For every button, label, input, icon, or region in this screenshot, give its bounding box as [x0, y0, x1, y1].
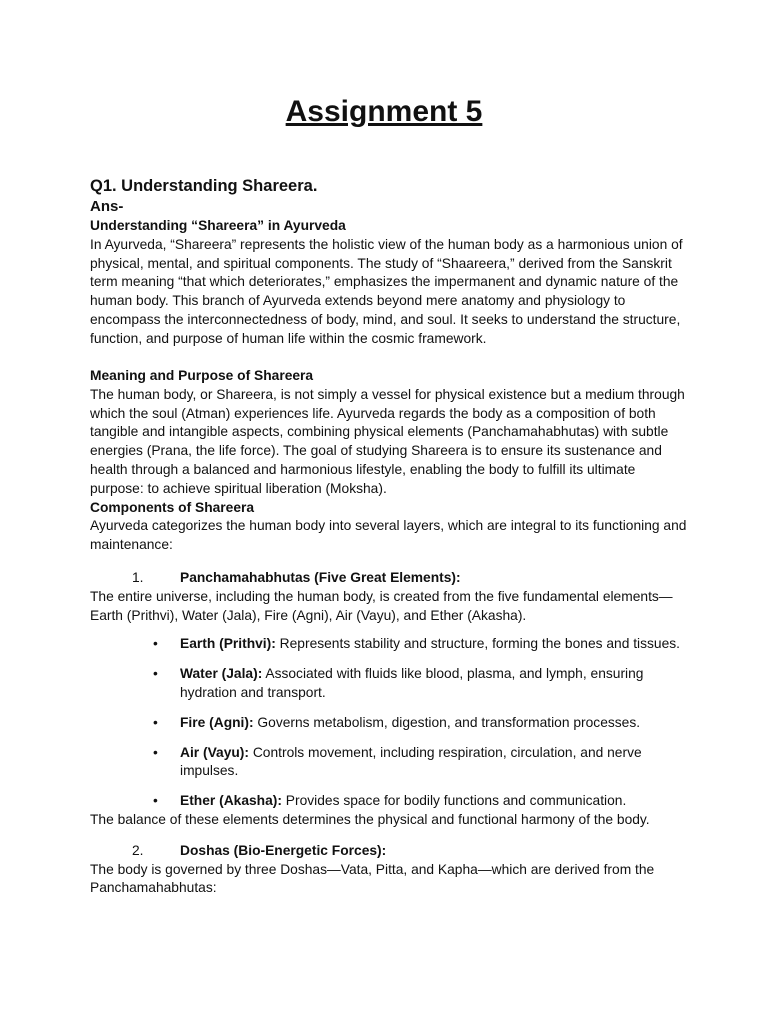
list-item-text: Represents stability and structure, forming the bones and tissues. [275, 636, 680, 652]
item-body: The entire universe, including the human body, is created from the five fundamental elements—Earth (Prithvi), Water (Jala), Fire (Agni), Air (Vayu), and Ether (Akasha). [90, 588, 673, 623]
item-number: 2. [132, 842, 144, 858]
bullet-icon: • [153, 744, 158, 760]
item-heading: Panchamahabhutas (Five Great Elements): [180, 570, 461, 586]
list-item-text: Provides space for bodily functions and communication. [281, 793, 627, 809]
list-item [153, 792, 690, 811]
list-item-text: Associated with fluids like blood, plasma, and lymph, ensuring hydration and transport. [180, 666, 644, 701]
section-heading-components: Components of Shareera [90, 499, 255, 515]
elements-list [90, 635, 690, 811]
bullet-icon: • [153, 666, 158, 682]
section-heading-meaning: Meaning and Purpose of Shareera [90, 368, 314, 384]
question-heading: Q1. Understanding Shareera. [90, 177, 318, 195]
list-item [153, 714, 690, 733]
numbered-item-1 [90, 569, 690, 588]
item-heading: Doshas (Bio-Energetic Forces): [180, 842, 387, 858]
list-item [153, 744, 690, 782]
section-body-meaning: The human body, or Shareera, is not simply a vessel for physical existence but a medium through which the soul (Atman) experiences life. Ayurveda regards the body as a composition of both tangible and intangible aspects, combining physical elements (Panchamahabhutas) with subtle energies (Prana, the life force). The goal of studying Shareera is to ensure its sustenance and health through a balanced and harmonious lifestyle, enabling the body to fulfill its ultimate purpose: to achieve spiritual liberation (Moksha). [90, 386, 685, 496]
bullet-icon: • [153, 793, 158, 809]
section-heading-understanding: Understanding “Shareera” in Ayurveda [90, 218, 346, 233]
list-item-label: Water (Jala): [180, 666, 263, 682]
numbered-item-2 [90, 842, 690, 861]
bullet-icon: • [153, 714, 158, 730]
list-item-text: Governs metabolism, digestion, and transformation processes. [253, 714, 641, 730]
list-item [153, 635, 690, 654]
bullet-icon: • [153, 636, 158, 652]
list-item-label: Air (Vayu): [180, 744, 249, 760]
list-item-text: Controls movement, including respiration, circulation, and nerve impulses. [180, 744, 642, 779]
list-item-label: Ether (Akasha): [180, 793, 282, 809]
document-content [90, 175, 690, 898]
list-item-label: Earth (Prithvi): [180, 636, 276, 652]
page-title: Assignment 5 [285, 95, 483, 128]
item-body: The body is governed by three Doshas—Vata, Pitta, and Kapha—which are derived from the Panchamahabhutas: [90, 861, 655, 896]
answer-label: Ans- [90, 198, 124, 215]
section-body-understanding: In Ayurveda, “Shareera” represents the holistic view of the human body as a harmonious union of physical, mental, and spiritual components. The study of “Shaareera,” derived from the Sanskrit term meaning “that which deteriorates,” emphasizes the impermanent and dynamic nature of the human body. This branch of Ayurveda extends beyond mere anatomy and physiology to encompass the interconnectedness of body, mind, and soul. It seeks to understand the structure, function, and purpose of human life within the cosmic framework. [90, 236, 683, 346]
spacer [90, 349, 690, 368]
section-body-components: Ayurveda categorizes the human body into several layers, which are integral to its functioning and maintenance: [90, 518, 687, 553]
list-item [153, 665, 690, 703]
item-conclusion: The balance of these elements determines the physical and functional harmony of the body. [90, 812, 650, 828]
list-item-label: Fire (Agni): [180, 714, 254, 730]
item-number: 1. [132, 570, 144, 586]
